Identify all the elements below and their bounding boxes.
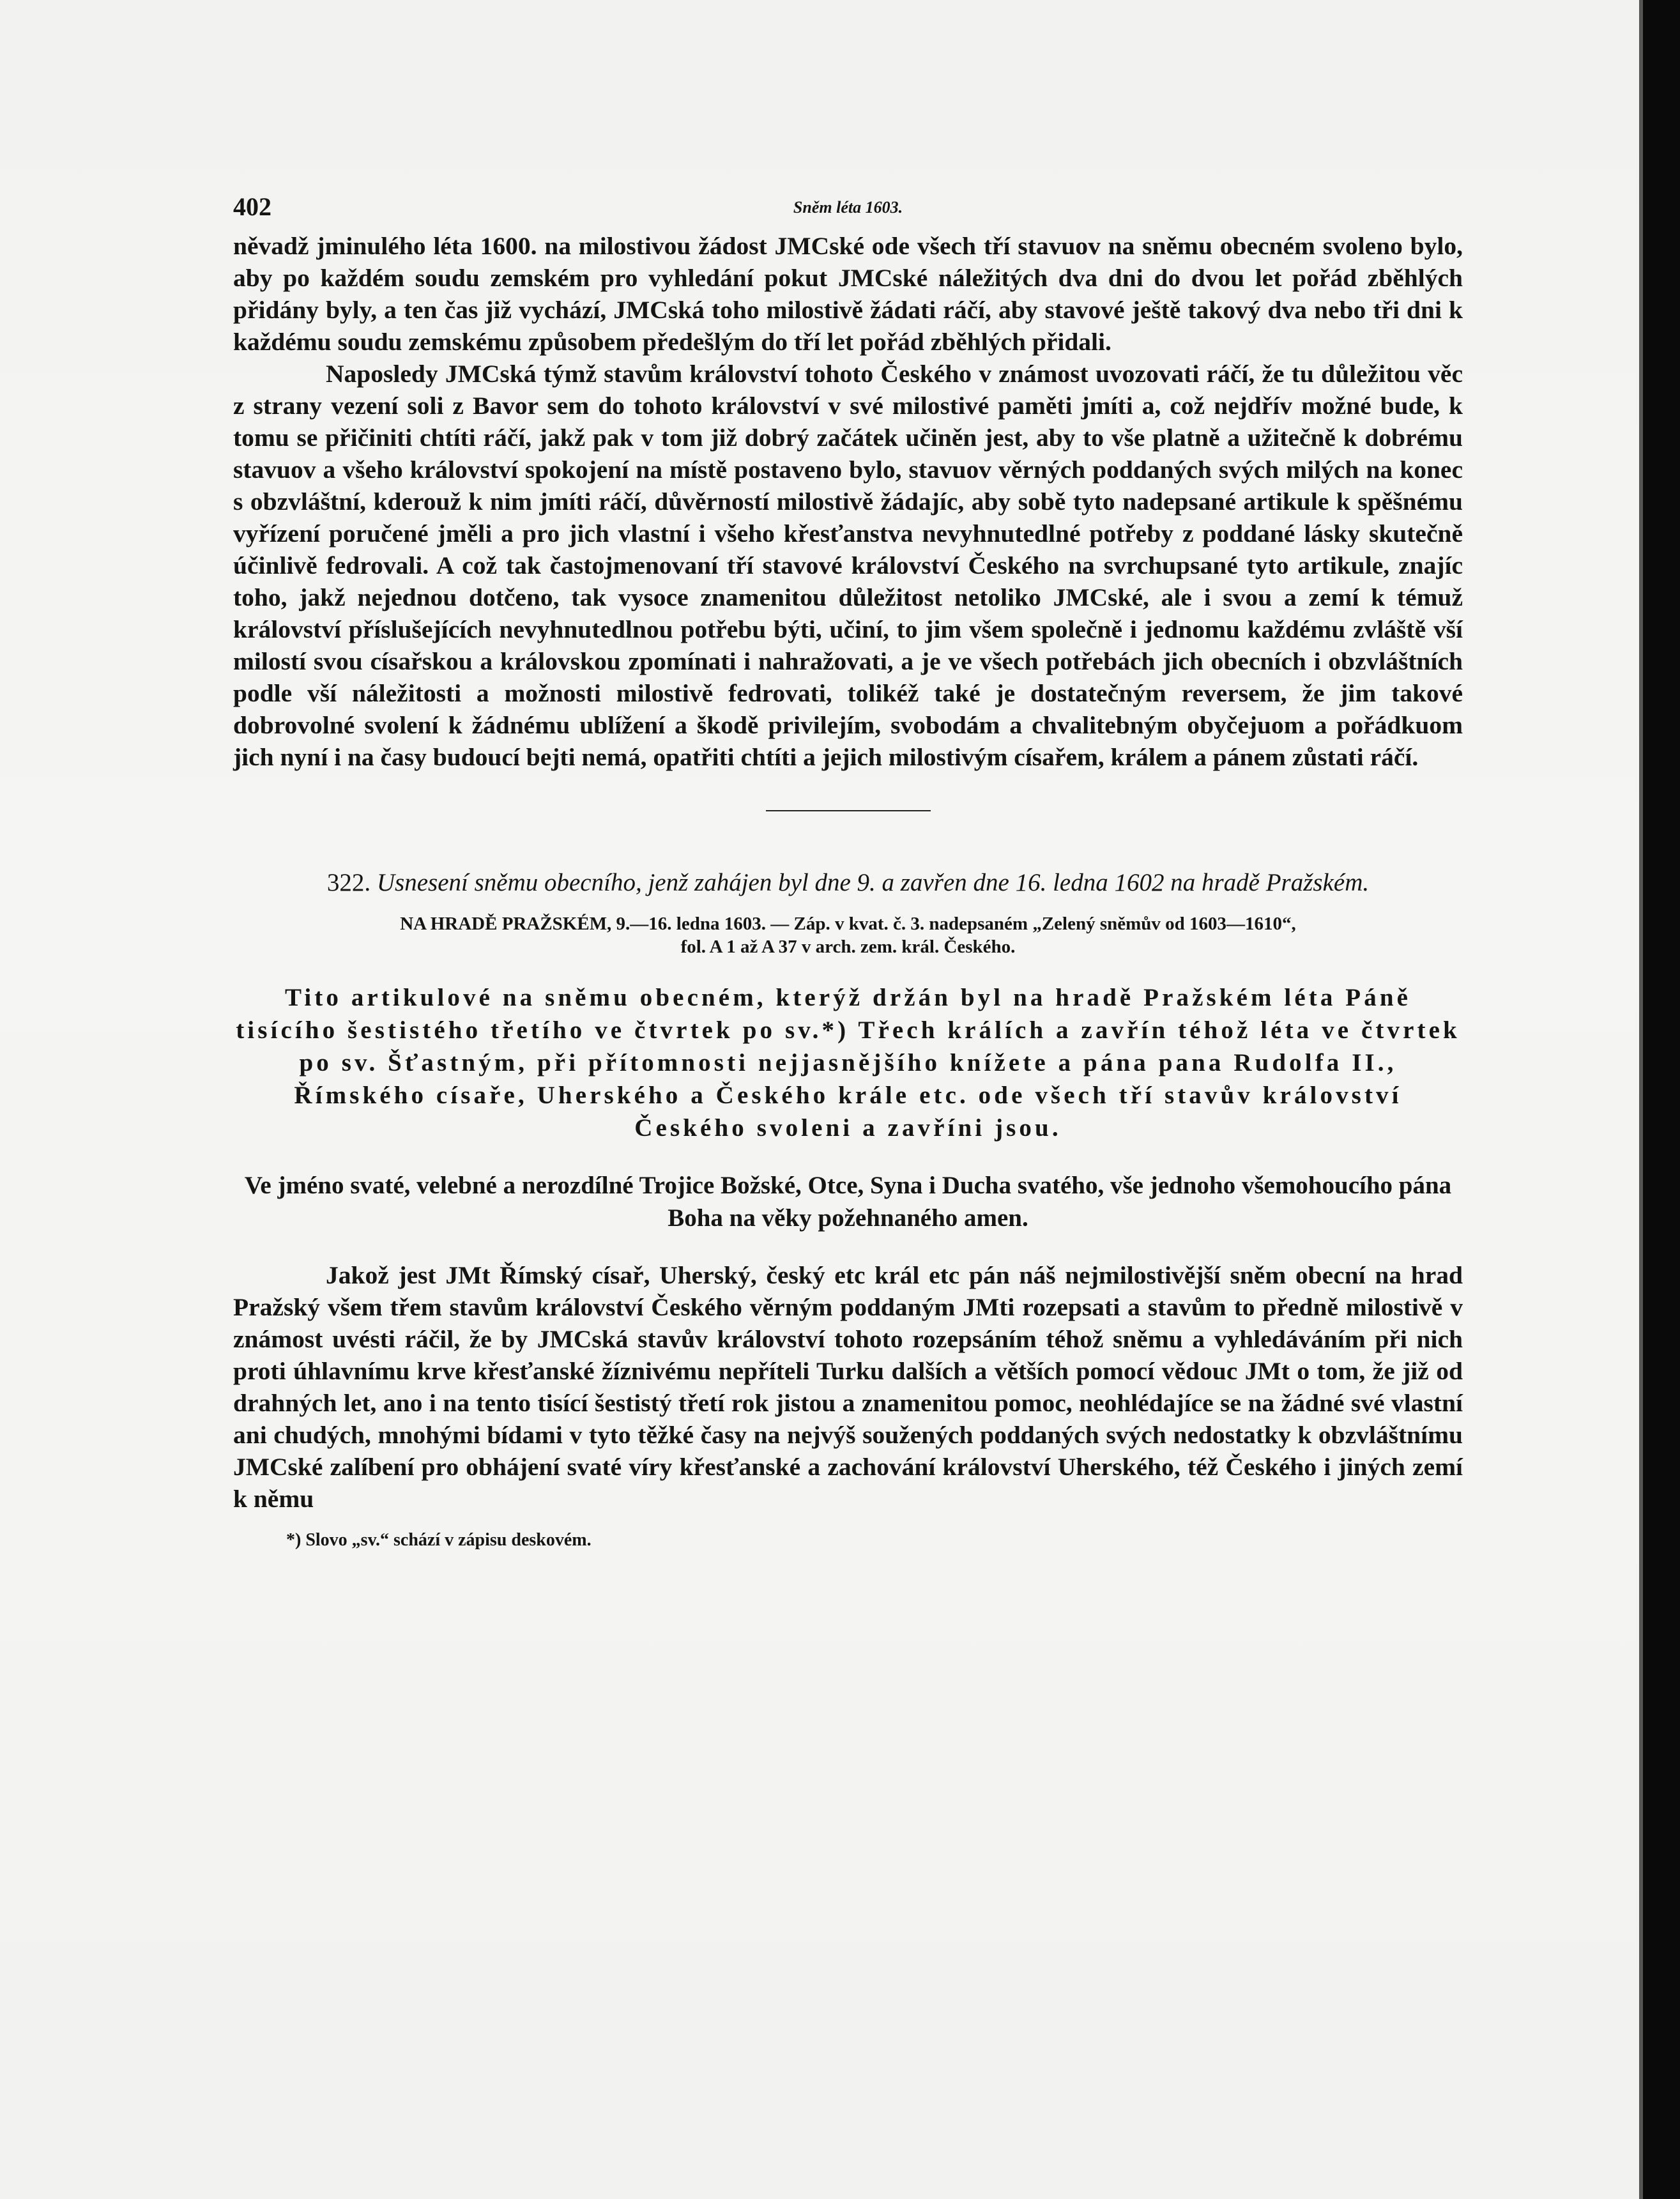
document-preamble: Tito artikulové na sněmu obecném, kterýž držán byl na hradě Pražském léta Páně tisícího šestistého třetího ve čtvrtek po sv.*) Třech králích a zavřín téhož léta ve čtvrtek po sv. Šťastným, při přítomnosti nejjasnějšího knížete a pána pana Rudolfa II., Římského císaře, Uherského a Českého krále etc. ode všech tří stavův království Českého svoleni a zavříni jsou. (236, 984, 1460, 1142)
source-note-line1: NA HRADĚ PRAŽSKÉM, 9.—16. ledna 1603. — Záp. v kvat. č. 3. nadepsaném „Zelený sněmův od 1603—1610“, (400, 914, 1296, 934)
footnote: *) Slovo „sv.“ schází v zápisu deskovém. (286, 1530, 592, 1550)
scan-edge-border (1643, 0, 1680, 2199)
document-number: 322. (326, 869, 371, 896)
paragraph-finally: Naposledy JMCská týmž stavům království tohoto Českého v známost uvozovati ráčí, že tu důležitou věc z strany vezení soli z Bavor sem do tohoto království v své milostivé paměti jmíti a, což nejdřív možné bude, k tomu se přičiniti chtíti ráčí, jakž pak v tom již dobrý začátek učiněn jest, aby to vše platně a užitečně k dobrému stavuov a všeho království spokojení na místě postaveno bylo, stavuov věrných poddaných svých milých na konec s obzvláštní, kderouž k nim jmíti ráčí, důvěrností milostivě žádajíc, aby sobě tyto nadepsané artikule k spěšnému vyřízení poručené jměli a pro jich vlastní i všeho křesťanstva nevyhnutedlné potřeby z poddané lásky skutečně účinlivě fedrovali. A což tak častojmenovaní tří stavové království Českého na svrchupsané tyto artikule, znajíc toho, jakž nejednou dotčeno, tak vysoce znamenitou důležitost netoliko JMCské, ale i svou a zemí k témuž království příslušejících nevyhnutedlnou potřebu býti, učiní, to jim všem společně i jednomu každému zvláště vší milostí svou císařskou a královskou zpomínati i nahražovati, a je ve všech potřebách jich obecních i obzvláštních podle vší náležitosti a možnosti milostivě fedrovati, tolikéž také je dostatečným reversem, že jim takové dobrovolné svolení k žádnému ublížení a škodě privilejím, svobodám a chvalitebným obyčejuom a pořádkuom jich nyní i na časy budoucí bejti nemá, opatřiti chtíti a jejich milostivým císařem, králem a pánem zůstati ráčí. (233, 360, 1463, 771)
document-invocation: Ve jméno svaté, velebné a nerozdílné Trojice Božské, Otce, Syna i Ducha svatého, vše jednoho všemohoucího pána Boha na věky požehnaného amen. (244, 1172, 1452, 1232)
running-head: Sněm léta 1603. (793, 198, 903, 217)
source-note-line2: fol. A 1 až A 37 v arch. zem. král. Českého. (680, 937, 1016, 957)
paragraph-continued: něvadž jminulého léta 1600. na milostivou žádost JMCské ode všech tří stavuov na sněmu obecném svoleno bylo, aby po každém soudu zemském pro vyhledání pokut JMCské náležitých dva dni do dvou let pořád zběhlých přidány byly, a ten čas již vychází, JMCská toho milostivě žádati ráčí, aby stavové ještě takový dva nebo tři dni k každému soudu zemskému způsobem předešlým do tří let pořád zběhlých přidali. (233, 232, 1463, 356)
document-heading (233, 868, 1463, 898)
source-note (233, 912, 1463, 958)
page-header (233, 192, 1463, 230)
document-body-paragraph: Jakož jest JMt Římský císař, Uherský, český etc král etc pán náš nejmilostivější sněm obecní na hrad Pražský všem třem stavům království Českého věrným poddaným JMti rozepsati a stavům to předně milostivě v známost uvésti ráčil, že by JMCská stavův království tohoto rozepsáním téhož sněmu a vyhledáváním při nich proti úhlavnímu krve křesťanské žíznivému nepříteli Turku dalších a větších pomocí vědouc JMt o tom, že již od drahných let, ano i na tento tisící šestistý třetí rok jistou a znamenitou pomoc, neohlédajíce se na žádné své vlastní ani chudých, mnohými bídami v tyto těžké časy na nejvýš soužených poddaných svých nedostatky k obzvláštnímu JMCské zalíbení pro obhájení svaté víry křesťanské a zachování království Uherského, též Českého i jiných zemí k němu (233, 1261, 1463, 1513)
document-page (233, 192, 1463, 1552)
section-divider (766, 810, 931, 811)
document-title: Usnesení sněmu obecního, jenž zahájen byl dne 9. a zavřen dne 16. ledna 1602 na hradě Pražském. (376, 869, 1370, 896)
page-number: 402 (233, 192, 271, 221)
